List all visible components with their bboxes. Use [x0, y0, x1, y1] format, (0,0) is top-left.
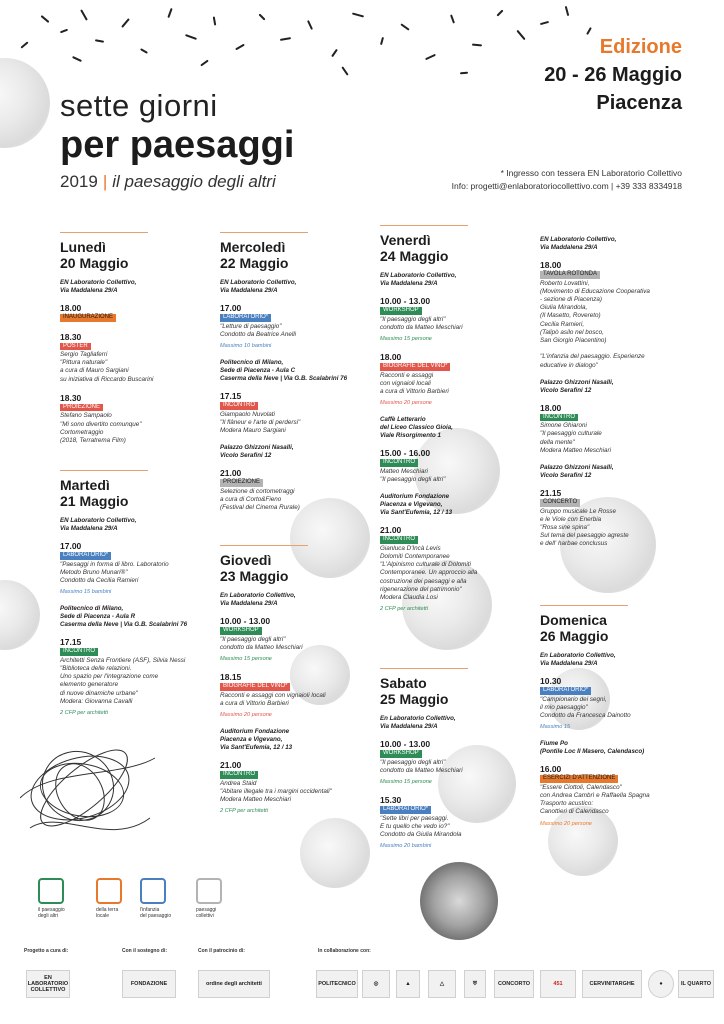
event-capacity: 2 CFP per architetti — [60, 710, 108, 717]
event-type-tag: WORKSHOP — [380, 307, 422, 315]
event-type-tag: INAUGURAZIONE — [60, 314, 116, 322]
event-description: Racconti e assaggi con vignaioli locali a cura di Vittorio Barbieri — [380, 371, 449, 396]
event-type-tag: WORKSHOP — [380, 750, 422, 758]
section-logo-icon — [140, 878, 166, 904]
event-description: "Il paesaggio degli altri" condotto da Matteo Meschiari — [220, 635, 303, 651]
asterisk-note: * Ingresso con tessera EN Laboratorio Collettivo — [500, 168, 682, 178]
event-description: "Essere Ciottoli, Calendasco" con Andrea Cambrì e Raffaella Spagna Trasporto acustico: Canottieri di Calendasco — [540, 783, 650, 816]
event-time: 18.00 — [60, 303, 82, 313]
event-time: 10.00 - 13.00 — [380, 739, 431, 749]
venue: EN Laboratorio Collettivo, Via Maddalena 29/A — [220, 279, 297, 294]
day-block-domenica — [540, 605, 690, 837]
451-logo: 451 — [540, 970, 576, 998]
partner-logo-round: ● — [648, 970, 674, 998]
event-time: 17.00 — [220, 303, 242, 313]
event-description: Sergio Tagliaferri "Pittura naturale" a cura di Mauro Sargiani su iniziativa di Riccardo Buscarini — [60, 351, 154, 383]
event — [60, 332, 210, 384]
section-logo-label: l'infanzia del paesaggio — [140, 907, 172, 919]
venue: En Laboratorio Collettivo, Via Maddalena 29/A — [220, 592, 296, 607]
day-separator — [60, 470, 148, 471]
day-name: Mercoledì — [220, 239, 286, 255]
venue: Auditorium Fondazione Piacenza e Vigevano, Via Sant'Eufemia, 12 / 13 — [220, 728, 293, 752]
event-description: Stefano Sampaolo "Mi sono divertito comunque" Cortometraggio (2018, Terratrema Film) — [60, 412, 142, 444]
day-date: 26 Maggio — [540, 628, 609, 644]
day-date: 23 Maggio — [220, 568, 289, 584]
event-description: Racconti e assaggi con vignaioli locali a cura di Vittorio Barbieri — [220, 691, 326, 707]
event-description: Gianluca D'Incà Levis Dolomiti Contemporanee "L'Alpinismo culturale di Dolomiti Contemporanee. Un approccio alla costruzione dei paesaggi e alla rigenerazione del patrimonio" Modera Claudia Losi — [380, 544, 478, 602]
credit-project: Progetto a cura di: — [24, 948, 69, 954]
event-type-tag: ESERCIZI D'ATTENZIONE — [540, 775, 618, 783]
event-type-tag: INCONTRO — [380, 536, 418, 544]
day-block-lunedi — [60, 232, 210, 454]
event-description: Giampaolo Nuvolati "Il flâneur e l'arte di perdersi" Modera Mauro Sargiani — [220, 410, 301, 435]
concorto-logo: CONCORTO — [494, 970, 534, 998]
venue: Palazzo Ghizzoni Nasalli, Vicolo Serafini 12 — [220, 444, 294, 460]
day-separator — [380, 668, 468, 669]
title-line-2: per paesaggi — [60, 124, 295, 166]
cervini-targhe-logo: CERVINITARGHE — [582, 970, 642, 998]
event — [380, 296, 530, 343]
section-logo-label: paesaggi collettivi — [196, 907, 217, 919]
politecnico-logo: POLITECNICO — [316, 970, 358, 998]
credit-collab: In collaborazione con: — [318, 948, 371, 954]
venue: En Laboratorio Collettivo, Via Maddalena 29/A — [540, 652, 616, 667]
event-time: 21.15 — [540, 488, 562, 499]
contact-info: Info: progetti@enlaboratoriocollettivo.com | +39 333 8334918 — [451, 181, 682, 191]
ordine-architetti-logo: ordine degli architetti — [198, 970, 270, 998]
subtitle-text: il paesaggio degli altri — [112, 172, 276, 191]
edition-label: Edizione — [599, 36, 682, 58]
day-separator — [220, 545, 308, 546]
event-type-tag: LABORATORIO* — [60, 552, 111, 560]
event-description: "Campionario dei segni, il mio paesaggio" Condotto da Francesca Dainotto — [540, 695, 631, 719]
section-logo — [140, 878, 171, 919]
event — [220, 468, 370, 512]
event-time: 21.00 — [380, 525, 402, 536]
event-description: Selezione di cortometraggi a cura di Corto&Fieno (Festival del Cinema Rurale) — [220, 487, 300, 512]
event-capacity: Massimo 20 persone — [220, 712, 272, 719]
event-capacity: Massimo 10 bambini — [220, 342, 272, 349]
event-type-tag: PROIEZIONE — [60, 404, 103, 412]
event-type-tag: INCONTRO — [60, 648, 98, 656]
section-logo — [196, 878, 222, 919]
day-block-venerdi — [380, 225, 530, 622]
event-capacity: 2 CFP per architetti — [220, 808, 268, 815]
event — [540, 676, 690, 731]
day-date: 22 Maggio — [220, 255, 289, 271]
event-capacity: Massimo 20 bambini — [380, 843, 432, 850]
day-block-sabato — [380, 668, 530, 859]
landscape-photo-circle — [300, 818, 370, 888]
day-name: Sabato — [380, 675, 427, 691]
event — [380, 352, 530, 407]
event-capacity: Massimo 15 — [540, 724, 571, 731]
event-time: 18.15 — [220, 672, 242, 683]
event — [220, 760, 370, 815]
venue: Palazzo Ghizzoni Nasalli, Vicolo Serafini 12 — [540, 464, 614, 480]
title-line-1: sette giorni — [60, 88, 218, 123]
event-type-tag: LABORATORIO* — [380, 806, 431, 814]
day-separator — [380, 225, 468, 226]
venue: EN Laboratorio Collettivo, Via Maddalena 29/A — [540, 236, 617, 251]
event-type-tag: PROIEZIONE — [220, 479, 263, 487]
venue: Auditorium Fondazione Piacenza e Vigevano, Via Sant'Eufemia, 12 / 13 — [380, 493, 453, 517]
venue: Politecnico di Milano, Sede di Piacenza - Aula C Caserma della Neve | Via G.B. Scalabrini 76 — [220, 359, 348, 383]
event-type-tag: LABORATORIO* — [540, 687, 591, 695]
event-time: 21.00 — [220, 760, 242, 771]
section-logo-icon — [38, 878, 64, 904]
event-time: 18.30 — [60, 331, 82, 342]
event — [540, 403, 690, 455]
event-capacity: Massimo 15 persone — [380, 335, 432, 342]
event — [60, 541, 210, 596]
event-description: Simone Ghiaroni "Il paesaggio culturale della mente" Modera Matteo Meschiari — [540, 422, 612, 454]
event-type-tag: CONCERTO — [540, 499, 580, 507]
landscape-photo-circle — [0, 58, 50, 148]
event-time: 18.30 — [60, 392, 82, 403]
venue: EN Laboratorio Collettivo, Via Maddalena 29/A — [60, 517, 137, 532]
event-description: Architetti Senza Frontiere (ASF), Silvia Nessi "Biblioteca delle relazioni. Uno spazio per l'integrazione come elemento generatore di nuove dinamiche urbane" Modera: Giovanna Cavalli — [60, 656, 186, 705]
day-date: 21 Maggio — [60, 493, 129, 509]
event-type-tag: LABORATORIO* — [220, 314, 271, 322]
event — [380, 525, 530, 613]
event-description: "Il paesaggio degli altri" condotto da Matteo Meschiari — [380, 758, 463, 774]
event — [220, 391, 370, 435]
event-description: Gruppo musicale Le Rosse e le Viole con Enerbia "Rosa sine spina" Sul tema del paesaggio agreste e dell' harbae conclusus — [540, 507, 629, 548]
event — [540, 488, 690, 549]
credit-support: Con il sostegno di: — [122, 948, 167, 954]
subtitle — [60, 172, 276, 192]
day-name: Domenica — [540, 612, 607, 628]
event — [380, 795, 530, 850]
event-capacity: Massimo 20 persone — [540, 820, 592, 827]
day-name: Giovedì — [220, 552, 272, 568]
venue: En Laboratorio Collettivo, Via Maddalena 29/A — [380, 715, 456, 730]
event-description: Matteo Meschiari "Il paesaggio degli altri" — [380, 467, 446, 484]
landscape-photo-circle — [0, 580, 40, 650]
event-description: "Il paesaggio degli altri" condotto da Matteo Meschiari — [380, 315, 463, 331]
event — [60, 303, 210, 323]
day-block-mercoledi — [220, 232, 370, 521]
separator: | — [102, 172, 108, 191]
day-block-giovedi — [220, 545, 370, 825]
event-description: "Sette libri per paesaggi. E tu quello che vedo io?" Condotto da Giulia Mirandola — [380, 814, 462, 839]
section-logo-label: il paesaggio degli altri — [38, 907, 65, 919]
day-date: 24 Maggio — [380, 248, 449, 264]
il-quarto-logo: IL QUARTO — [678, 970, 714, 998]
event-type-tag: POSTER — [60, 343, 91, 351]
edition-city: Piacenza — [596, 92, 682, 114]
scribble-decoration — [20, 728, 160, 858]
fondazione-logo: FONDAZIONE — [122, 970, 176, 998]
event-time: 10.00 - 13.00 — [220, 616, 271, 626]
event-type-tag: BIOGRAFIE DEL VINO* — [380, 363, 450, 371]
event-time: 17.15 — [220, 391, 242, 402]
edition-dates: 20 - 26 Maggio — [544, 64, 682, 86]
event-type-tag: INCONTRO — [540, 414, 578, 422]
partner-logo-triangle: △ — [428, 970, 456, 998]
event — [380, 739, 530, 786]
day-block-martedi — [60, 470, 210, 726]
event-type-tag: INCONTRO — [380, 459, 418, 467]
day-date: 20 Maggio — [60, 255, 129, 271]
day-name: Venerdì — [380, 232, 431, 248]
event-capacity: Massimo 15 persone — [220, 655, 272, 662]
section-logo-icon — [96, 878, 122, 904]
section-logo — [96, 878, 122, 919]
credit-patronage: Con il patrocinio di: — [198, 948, 245, 954]
event-type-tag: INCONTRO — [220, 771, 258, 779]
event — [220, 672, 370, 719]
event — [540, 260, 690, 370]
day-name: Martedì — [60, 477, 110, 493]
event-type-tag: INCONTRO — [220, 402, 258, 410]
event-time: 15.00 - 16.00 — [380, 448, 431, 459]
event-time: 18.00 — [540, 402, 562, 413]
event-description: Roberto Lovattini, (Movimento di Educazione Cooperativa - sezione di Piacenza) Giulia Mirandola, (Il Masetto, Rovereto) Cecilia Ramieri, (Talipò asilo nel bosco, San Giorgio Piacentino) "L'infanzia del paesaggio. Esperienze educative in dialogo" — [540, 279, 650, 369]
event-capacity: Massimo 15 bambini — [60, 589, 112, 596]
event-time: 15.30 — [380, 795, 402, 806]
event-capacity: Massimo 15 persone — [380, 778, 432, 785]
section-logo-label: della terra locale — [96, 907, 119, 919]
event-description: "Letture di paesaggio" Condotto da Beatrice Anelli — [220, 322, 297, 338]
event-description: Andrea Staid "Abitare illegale tra i margini occidentali" Modera Matteo Meschiari — [220, 779, 332, 804]
event-time: 10.00 - 13.00 — [380, 296, 431, 306]
landscape-photo-circle — [420, 862, 498, 940]
event — [60, 637, 210, 717]
venue: Fiume Po (Pontile Loc Il Masero, Calendasco) — [540, 740, 645, 756]
day-separator — [540, 605, 628, 606]
event-time: 18.00 — [540, 260, 562, 270]
section-logo-icon — [196, 878, 222, 904]
event-time: 18.00 — [380, 352, 402, 363]
event-description: "Paesaggi in forma di libro. Laboratorio Metodo Bruno Munari®" Condotto da Cecilia Ramieri — [60, 560, 169, 584]
day-name: Lunedì — [60, 239, 106, 255]
event-type-tag: WORKSHOP — [220, 627, 262, 635]
venue: Politecnico di Milano, Sede di Piacenza - Aula R Caserma della Neve | Via G.B. Scalabrini 76 — [60, 605, 188, 629]
venue: EN Laboratorio Collettivo, Via Maddalena 29/A — [60, 279, 137, 294]
day-separator — [60, 232, 148, 233]
partner-logo-circle: ◎ — [362, 970, 390, 998]
event — [220, 303, 370, 350]
partner-logo-mountain: ▲ — [396, 970, 420, 998]
section-logo — [38, 878, 65, 919]
year: 2019 — [60, 172, 98, 191]
event-capacity: Massimo 20 persone — [380, 400, 432, 407]
day-block-sabato-extra — [540, 236, 690, 558]
event-time: 10.30 — [540, 676, 562, 686]
event-capacity: 2 CFP per architetti — [380, 606, 428, 613]
day-date: 25 Maggio — [380, 691, 449, 707]
event-time: 16.00 — [540, 764, 562, 775]
en-logo: EN LABORATORIO COLLETTIVO — [26, 970, 70, 998]
event-type-tag: TAVOLA ROTONDA — [540, 271, 600, 279]
day-separator — [220, 232, 308, 233]
event — [220, 616, 370, 663]
event-time: 21.00 — [220, 468, 242, 479]
event-time: 17.00 — [60, 541, 82, 551]
event — [540, 764, 690, 828]
venue: Caffè Letterario del Liceo Classico Gioia, Viale Risorgimento 1 — [380, 416, 453, 440]
venue: EN Laboratorio Collettivo, Via Maddalena 29/A — [380, 272, 457, 287]
event-type-tag: BIOGRAFIE DEL VINO* — [220, 683, 290, 691]
event-time: 17.15 — [60, 637, 82, 648]
partner-logo-shield: ⛨ — [464, 970, 486, 998]
event — [380, 448, 530, 484]
event — [60, 393, 210, 445]
venue: Palazzo Ghizzoni Nasalli, Vicolo Serafini 12 — [540, 378, 614, 394]
